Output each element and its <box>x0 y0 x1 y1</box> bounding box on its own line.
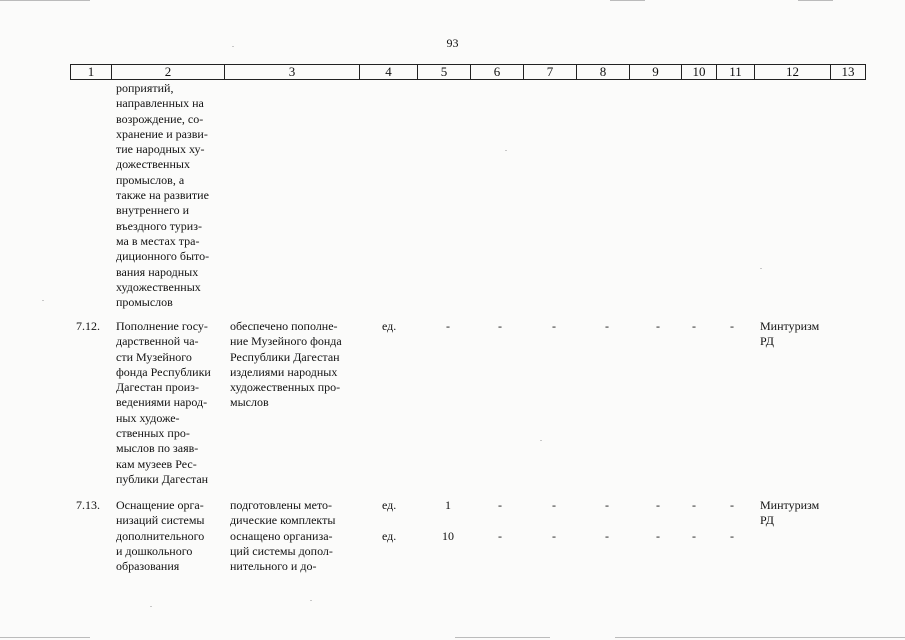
column-header-table <box>70 64 866 80</box>
row-number: 7.13. <box>76 498 100 512</box>
value-cell: - <box>656 529 660 543</box>
column-header: 4 <box>360 65 418 80</box>
value-cell: - <box>605 498 609 512</box>
scan-edge-top-right <box>798 0 833 1</box>
column-header: 6 <box>471 65 524 80</box>
value-cell: - <box>605 529 609 543</box>
value-cell: - <box>498 529 502 543</box>
value-cell: - <box>498 319 502 333</box>
value-cell: - <box>498 498 502 512</box>
unit-text: ед. <box>382 498 397 512</box>
value-cell: - <box>552 498 556 512</box>
scan-speck <box>760 268 762 269</box>
column-header: 8 <box>577 65 630 80</box>
value-cell: - <box>692 498 696 512</box>
value-cell: - <box>656 319 660 333</box>
column-header-row <box>71 65 866 80</box>
column-header: 1 <box>71 65 112 80</box>
column-header: 13 <box>831 65 866 80</box>
value-cell: 10 <box>442 529 454 543</box>
scan-speck <box>310 600 312 601</box>
value-cell: 1 <box>445 498 451 512</box>
scan-edge-bottom-left <box>0 637 90 638</box>
page-number: 93 <box>446 36 459 50</box>
value-cell: - <box>692 319 696 333</box>
scan-speck <box>540 440 542 441</box>
column-header: 10 <box>682 65 717 80</box>
scan-speck <box>150 606 152 607</box>
result-text: подготовлены мето- дические комплекты оснащено организа- ций системы допол- нительного и до- <box>230 498 336 574</box>
executor-text: Минтуризм РД <box>760 498 820 528</box>
value-cell: - <box>605 319 609 333</box>
measure-text: Пополнение госу- дарственной ча- сти Музейного фонда Республики Дагестан произ- ведениями народ- ных художе- ственных про- мыслов по заяв- кам музеев Рес- публики Дагестан <box>116 319 211 486</box>
column-header: 7 <box>524 65 577 80</box>
column-header: 9 <box>630 65 682 80</box>
scan-edge-bottom-mid <box>455 637 550 638</box>
unit-text: ед. <box>382 319 397 333</box>
executor-text: Минтуризм РД <box>760 319 820 349</box>
value-cell: - <box>552 319 556 333</box>
value-cell: - <box>730 498 734 512</box>
row-number: 7.12. <box>76 319 100 333</box>
scan-speck <box>505 150 507 151</box>
value-cell: - <box>692 529 696 543</box>
continuation-measure-text: роприятий, направленных на возрождение, со- хранение и разви- тие народных ху- дожественных промыслов, а также на развитие внутреннего и въездного туриз- ма в местах тра- диционного быто- вания народных художественных промыслов <box>116 81 210 310</box>
column-header: 2 <box>112 65 225 80</box>
column-header: 11 <box>717 65 755 80</box>
value-cell: - <box>446 319 450 333</box>
column-header: 3 <box>225 65 360 80</box>
value-cell: - <box>552 529 556 543</box>
scan-edge-top-left <box>0 0 90 1</box>
measure-text: Оснащение орга- низаций системы дополнительного и дошкольного образования <box>116 498 205 574</box>
scan-speck <box>42 300 44 301</box>
value-cell: - <box>730 319 734 333</box>
column-header: 12 <box>755 65 831 80</box>
unit-text-secondary: ед. <box>382 529 397 543</box>
scan-edge-bottom-right <box>615 637 905 638</box>
value-cell: - <box>730 529 734 543</box>
scan-edge-top-mid <box>610 0 645 1</box>
result-text: обеспечено пополне- ние Музейного фонда Республики Дагестан изделиями народных художественных про- мыслов <box>230 319 342 410</box>
column-header: 5 <box>418 65 471 80</box>
value-cell: - <box>656 498 660 512</box>
